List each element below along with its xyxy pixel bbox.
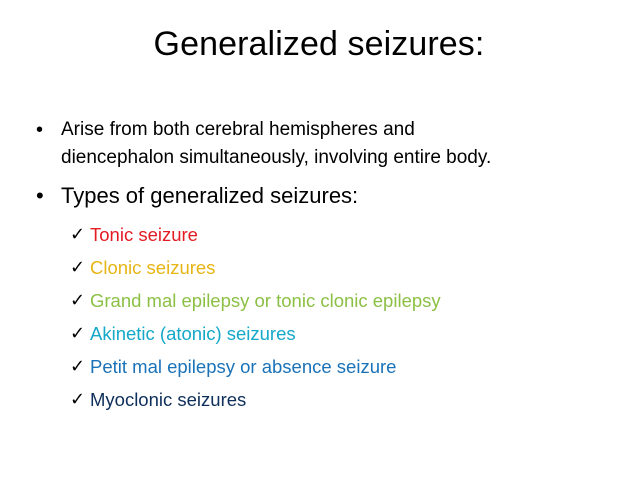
list-item-label: Akinetic (atonic) seizures	[90, 322, 296, 344]
bullet-marker: •	[36, 119, 44, 141]
checkmark-icon: ✓	[70, 224, 86, 245]
checkmark-icon: ✓	[70, 389, 86, 410]
bullet-types	[36, 180, 616, 212]
list-item	[70, 317, 610, 350]
list-item	[70, 383, 610, 416]
bullet-text	[61, 116, 491, 172]
list-item-label: Grand mal epilepsy or tonic clonic epilepsy	[90, 289, 441, 311]
list-item-label: Tonic seizure	[90, 223, 198, 245]
list-item	[70, 284, 610, 317]
list-item	[70, 218, 610, 251]
list-item	[70, 251, 610, 284]
checkmark-icon: ✓	[70, 257, 86, 278]
checkmark-icon: ✓	[70, 323, 86, 344]
list-item-label: Myoclonic seizures	[90, 388, 247, 410]
slide-title: Generalized seizures:	[153, 25, 485, 63]
checkmark-icon: ✓	[70, 290, 86, 311]
list-item-label: Clonic seizures	[90, 256, 216, 278]
checkmark-icon: ✓	[70, 356, 86, 377]
bullet-arise	[36, 116, 616, 172]
list-item	[70, 350, 610, 383]
seizure-types-list	[70, 218, 610, 416]
list-item-label: Petit mal epilepsy or absence seizure	[90, 355, 397, 377]
bullet-line: diencephalon simultaneously, involving entire body.	[61, 147, 492, 168]
bullet-line: Arise from both cerebral hemispheres and	[61, 119, 415, 140]
bullet-text: Types of generalized seizures:	[61, 183, 359, 208]
bullet-marker: •	[36, 183, 44, 208]
